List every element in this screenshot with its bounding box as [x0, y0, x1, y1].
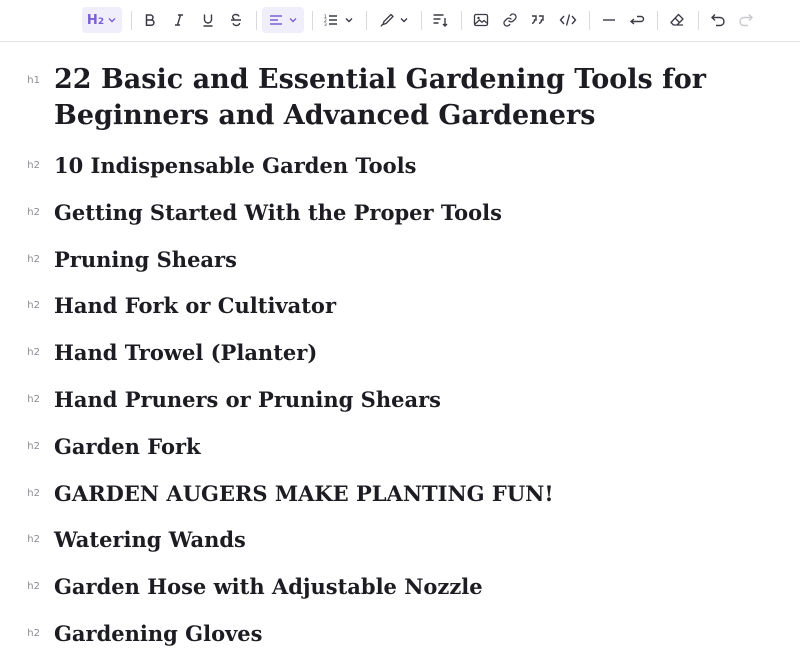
heading-level-label: h2	[27, 160, 40, 171]
redo-icon	[738, 12, 754, 28]
editor-toolbar	[0, 0, 800, 42]
highlight-select[interactable]	[374, 7, 412, 33]
heading-level-label: h2	[27, 254, 40, 265]
h2-heading[interactable]: Garden Hose with Adjustable Nozzle	[54, 574, 483, 599]
quote-icon	[530, 12, 546, 28]
heading-level-label: h2	[27, 394, 40, 405]
bold-button[interactable]	[140, 7, 160, 33]
line-height-button[interactable]	[430, 7, 450, 33]
clear-format-icon	[669, 12, 685, 28]
underline-button[interactable]	[198, 7, 218, 33]
blockquote-button[interactable]	[528, 7, 548, 33]
chevron-down-icon	[399, 15, 409, 25]
h2-heading[interactable]: Getting Started With the Proper Tools	[54, 200, 502, 225]
align-select[interactable]	[262, 7, 304, 33]
link-icon	[502, 12, 518, 28]
h2-heading[interactable]: Hand Fork or Cultivator	[54, 293, 337, 318]
list-select[interactable]	[319, 7, 357, 33]
heading-level-label: h2	[27, 441, 40, 452]
bold-icon	[142, 12, 158, 28]
horizontal-rule-button[interactable]	[599, 7, 619, 33]
heading-level-label: h2	[27, 628, 40, 639]
heading-level-label: h2	[27, 347, 40, 358]
h2-heading[interactable]: Watering Wands	[54, 527, 246, 552]
image-icon	[473, 12, 489, 28]
h2-heading[interactable]: Garden Fork	[54, 434, 201, 459]
toolbar-divider	[698, 11, 699, 30]
italic-icon	[171, 12, 187, 28]
underline-icon	[200, 12, 216, 28]
h2-heading[interactable]: Hand Trowel (Planter)	[54, 340, 318, 365]
toolbar-divider	[131, 11, 132, 30]
heading-level-label: h2	[27, 534, 40, 545]
heading-level-label: h2	[27, 300, 40, 311]
redo-button[interactable]	[736, 7, 756, 33]
chevron-down-icon	[107, 15, 117, 25]
clear-format-button[interactable]	[667, 7, 687, 33]
code-icon	[559, 12, 577, 28]
heading-2-icon: H2	[86, 12, 105, 28]
h2-heading[interactable]: Hand Pruners or Pruning Shears	[54, 387, 441, 412]
heading-level-label: h1	[27, 75, 40, 86]
heading-level-label: h2	[27, 207, 40, 218]
toolbar-divider	[366, 11, 367, 30]
toolbar-divider	[256, 11, 257, 30]
chevron-down-icon	[288, 15, 298, 25]
toolbar-divider	[657, 11, 658, 30]
chevron-down-icon	[344, 15, 354, 25]
h2-heading[interactable]: Pruning Shears	[54, 247, 237, 272]
svg-text:3: 3	[323, 23, 327, 28]
strikethrough-icon	[228, 12, 244, 28]
heading-level-label: h2	[27, 488, 40, 499]
document-title-h1[interactable]: 22 Basic and Essential Gardening Tools for Beginners and Advanced Gardeners	[54, 64, 707, 131]
ordered-list-icon	[323, 12, 339, 28]
insert-image-button[interactable]	[471, 7, 491, 33]
h2-heading[interactable]: GARDEN AUGERS MAKE PLANTING FUN!	[54, 481, 554, 506]
heading-level-label: h2	[27, 581, 40, 592]
svg-text:2: 2	[323, 19, 327, 24]
heading-level-select[interactable]	[82, 7, 122, 33]
code-button[interactable]	[557, 7, 579, 33]
svg-text:1: 1	[323, 15, 327, 20]
toolbar-divider	[589, 11, 590, 30]
insert-link-button[interactable]	[500, 7, 520, 33]
toolbar-divider	[461, 11, 462, 30]
align-icon	[268, 12, 284, 28]
strikethrough-button[interactable]	[226, 7, 246, 33]
line-height-icon	[432, 12, 448, 28]
horizontal-rule-icon	[601, 12, 617, 28]
italic-button[interactable]	[169, 7, 189, 33]
hard-break-button[interactable]	[627, 7, 647, 33]
undo-icon	[710, 12, 726, 28]
hard-break-icon	[629, 12, 645, 28]
h2-heading[interactable]: Gardening Gloves	[54, 621, 263, 646]
undo-button[interactable]	[708, 7, 728, 33]
highlighter-icon	[378, 12, 394, 28]
h2-heading[interactable]: 10 Indispensable Garden Tools	[54, 153, 417, 178]
toolbar-divider	[312, 11, 313, 30]
toolbar-divider	[421, 11, 422, 30]
